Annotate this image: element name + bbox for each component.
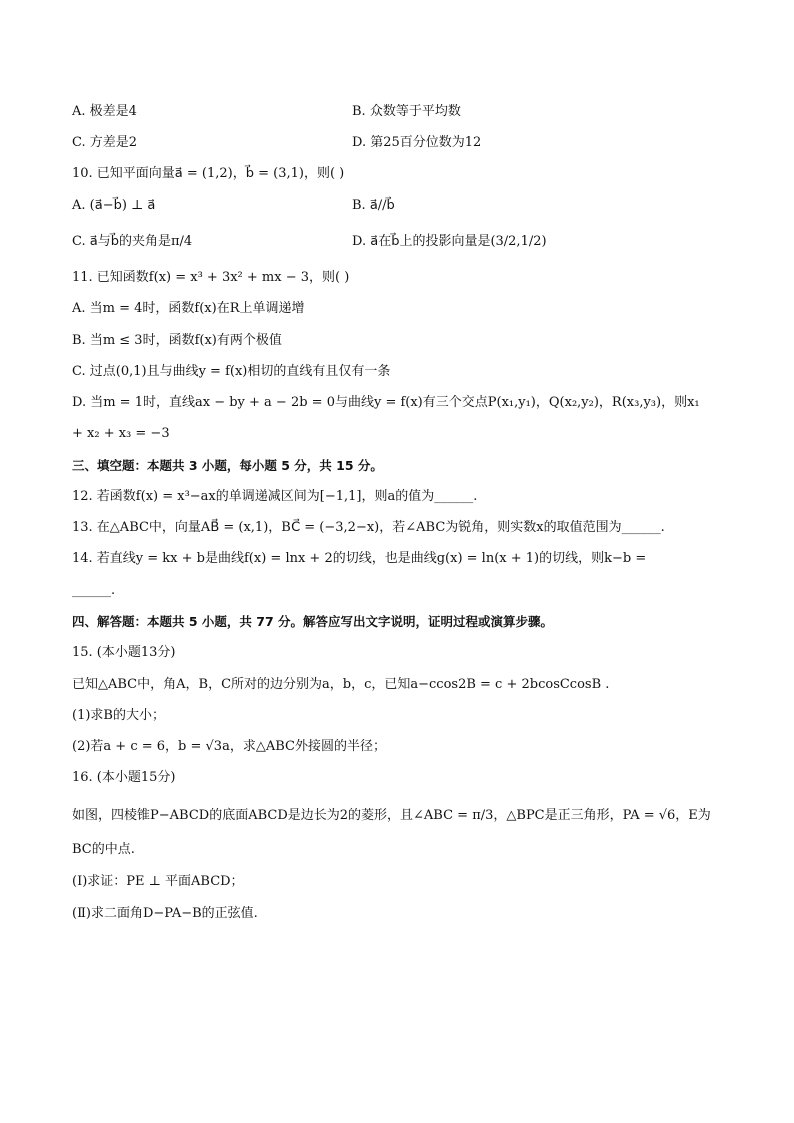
q10-stem: 10. 已知平面向量a⃗ = (1,2)，b⃗ = (3,1)，则( )	[72, 166, 345, 181]
q10-option-c: C. a⃗与b⃗的夹角是π/4	[72, 234, 193, 249]
q9-option-b: B. 众数等于平均数	[352, 104, 461, 119]
q9-option-a: A. 极差是4	[72, 104, 137, 119]
q16-stem-line1: 如图，四棱锥P−ABCD的底面ABCD是边长为2的菱形，且∠ABC = π/3，△BPC是正三角形，PA = √6，E为	[72, 808, 711, 823]
q9-option-c: C. 方差是2	[72, 135, 138, 150]
q16-part2: (Ⅱ)求二面角D−PA−B的正弦值.	[72, 906, 258, 921]
q15-part1: (1)求B的大小；	[72, 708, 165, 723]
section-4-header: 四、解答题：本题共 5 小题，共 77 分。解答应写出文字说明，证明过程或演算步骤。	[72, 614, 554, 629]
q10-option-b: B. a⃗//b⃗	[352, 198, 395, 213]
q15-part2: (2)若a + c = 6，b = √3a，求△ABC外接圆的半径；	[72, 739, 386, 754]
q11-option-d-line2: + x₂ + x₃ = −3	[72, 426, 170, 441]
q11-option-a: A. 当m = 4时，函数f(x)在R上单调递增	[72, 301, 305, 316]
q16-title: 16. (本小题15分)	[72, 770, 176, 785]
q11-stem: 11. 已知函数f(x) = x³ + 3x² + mx − 3，则( )	[72, 270, 350, 285]
q11-option-d-line1: D. 当m = 1时，直线ax − by + a − 2b = 0与曲线y = f(x)有三个交点P(x₁,y₁)，Q(x₂,y₂)，R(x₃,y₃)，则x₁	[72, 395, 700, 410]
q13: 13. 在△ABC中，向量AB⃗ = (x,1)，BC⃗ = (−3,2−x)，若∠ABC为锐角，则实数x的取值范围为______.	[72, 520, 665, 535]
q15-stem: 已知△ABC中，角A，B，C所对的边分别为a，b，c，已知a−ccos2B = c + 2bcosCcosB .	[72, 677, 610, 692]
q16-stem-line2: BC的中点.	[72, 842, 135, 857]
q12: 12. 若函数f(x) = x³−ax的单调递减区间为[−1,1]，则a的值为______.	[72, 489, 478, 504]
q11-option-b: B. 当m ≤ 3时，函数f(x)有两个极值	[72, 333, 282, 348]
q9-option-d: D. 第25百分位数为12	[352, 135, 482, 150]
q14-line1: 14. 若直线y = kx + b是曲线f(x) = lnx + 2的切线，也是曲线g(x) = ln(x + 1)的切线，则k−b =	[72, 551, 647, 566]
q11-option-c: C. 过点(0,1)且与曲线y = f(x)相切的直线有且仅有一条	[72, 364, 391, 379]
q14-line2: ______.	[72, 583, 116, 598]
q10-option-a: A. (a⃗−b⃗) ⊥ a⃗	[72, 198, 156, 213]
section-3-header: 三、填空题：本题共 3 小题，每小题 5 分，共 15 分。	[72, 458, 383, 473]
q15-title: 15. (本小题13分)	[72, 645, 176, 660]
q10-option-d: D. a⃗在b⃗上的投影向量是(3/2,1/2)	[352, 234, 547, 249]
q16-part1: (Ⅰ)求证：PE ⊥ 平面ABCD；	[72, 874, 244, 889]
